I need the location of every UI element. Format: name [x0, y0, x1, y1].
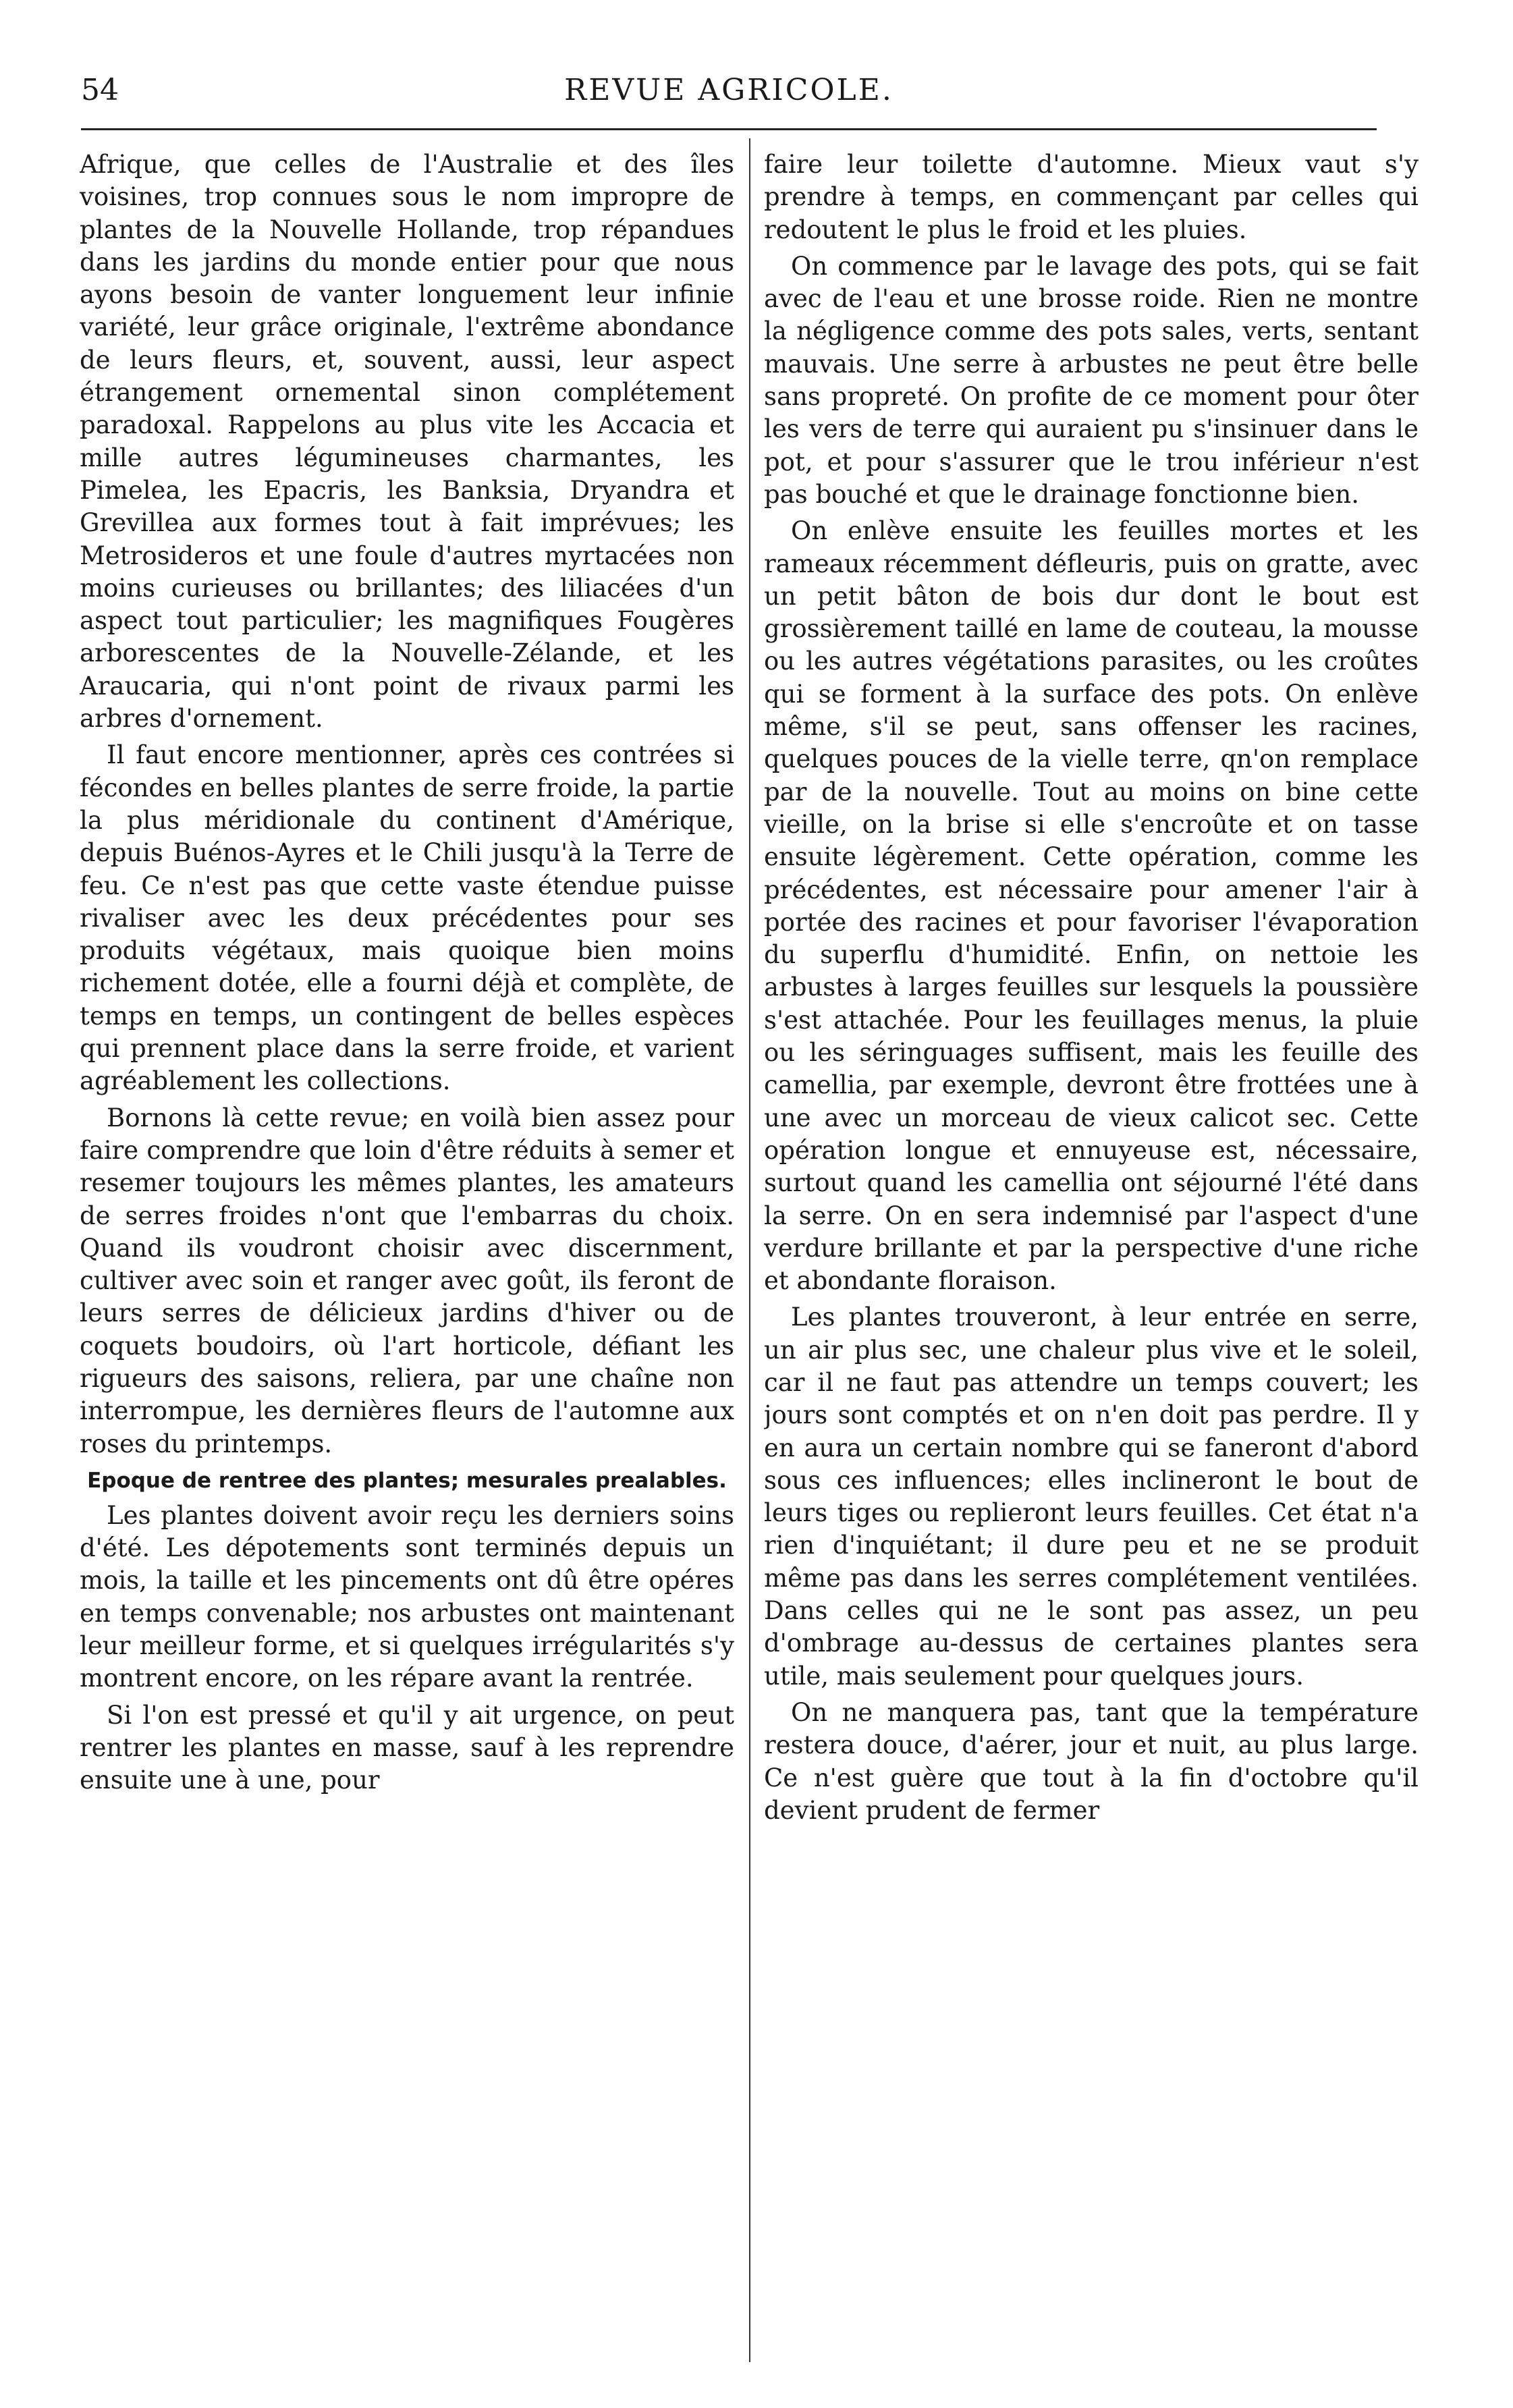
header-rule	[81, 128, 1377, 130]
right-column	[764, 148, 1419, 2369]
paragraph: Les plantes trouveront, à leur entrée en serre, un air plus sec, une chaleur plus vive et le soleil, car il ne faut pas attendre un temps couvert; les jours sont comptés et on n'en doit pas perdre. Il y en aura un certain nombre qui se faneront d'abord sous ces influences; elles inclineront le bout de leurs tiges ou replieront leurs feuilles. Cet état n'a rien d'inquiétant; il dure peu et ne se produit même pas dans les serres complétement ventilées. Dans celles qui ne le sont pas assez, un peu d'ombrage au-dessus de certaines plantes sera utile, mais seulement pour quelques jours.	[764, 1303, 1419, 1691]
paragraph: Bornons là cette revue; en voilà bien assez pour faire comprendre que loin d'être réduits à semer et resemer toujours les mêmes plantes, les amateurs de serres froides n'ont que l'embarras du choix. Quand ils voudront choisir avec discernment, cultiver avec soin et ranger avec goût, ils feront de leurs serres de délicieux jardins d'hiver ou de coquets boudoirs, où l'art horticole, défiant les rigueurs des saisons, reliera, par une chaîne non interrompue, les dernières fleurs de l'automne aux roses du printemps.	[80, 1103, 734, 1458]
paragraph: On ne manquera pas, tant que la température restera douce, d'aérer, jour et nuit, au plus large. Ce n'est guère que tout à la fin d'octobre qu'il devient prudent de fermer	[764, 1697, 1419, 1825]
paragraph: faire leur toilette d'automne. Mieux vaut s'y prendre à temps, en commençant par celles qui redoutent le plus le froid et les pluies.	[764, 150, 1419, 244]
left-column	[80, 148, 734, 2369]
page-number: 54	[81, 73, 119, 107]
paragraph: On enlève ensuite les feuilles mortes et les rameaux récemment défleuris, puis on gratte, avec un petit bâton de bois dur dont le bout est grossièrement taillé en lame de couteau, la mousse ou les autres végétations parasites, ou les croûtes qui se forment à la surface des pots. On enlève même, s'il se peut, sans offenser les racines, quelques pouces de la vielle terre, qn'on remplace par de la nouvelle. Tout au moins on bine cette vieille, on la brise si elle s'encroûte et on tasse ensuite légèrement. Cette opération, comme les précédentes, est nécessaire pour amener l'air à portée des racines et pour favoriser l'évaporation du superflu d'humidité. Enfin, on nettoie les arbustes à larges feuilles sur lesquels la poussière s'est attachée. Pour les feuillages menus, la pluie ou les séringuages suffisent, mais les feuille des camellia, par exemple, devront être frottées une à une avec un morceau de vieux calicot sec. Cette opération longue et ennuyeuse est, nécessaire, surtout quand les camellia ont séjourné l'été dans la serre. On en sera indemnisé par l'aspect d'une verdure brillante et par la perspective d'une riche et abondante floraison.	[764, 516, 1419, 1296]
paragraph: Si l'on est pressé et qu'il y ait urgence, on peut rentrer les plantes en masse, sauf à les reprendre ensuite une à une, pour	[80, 1700, 734, 1795]
section-title: Epoque de rentree des plantes; mesurales prealables.	[87, 1468, 727, 1493]
paragraph: On commence par le lavage des pots, qui se fait avec de l'eau et une brosse roide. Rien ne montre la négligence comme des pots sales, verts, sentant mauvais. Une serre à arbustes ne peut être belle sans propreté. On profite de ce moment pour ôter les vers de terre qui auraient pu s'insinuer dans le pot, et pour s'assurer que le trou inférieur n'est pas bouché et que le drainage fonctionne bien.	[764, 251, 1419, 509]
page-header	[81, 70, 1377, 117]
paragraph: Afrique, que celles de l'Australie et des îles voisines, trop connues sous le nom impropre de plantes de la Nouvelle Hollande, trop répandues dans les jardins du monde entier pour que nous ayons besoin de vanter longuement leur infinie variété, leur grâce originale, l'extrême abondance de leurs fleurs, et, souvent, aussi, leur aspect étrangement ornemental sinon complétement paradoxal. Rappelons au plus vite les Accacia et mille autres légumineuses charmantes, les Pimelea, les Epacris, les Banksia, Dryandra et Grevillea aux formes tout à fait imprévues; les Metrosideros et une foule d'autres myrtacées non moins curieuses ou brillantes; des liliacées d'un aspect tout particulier; les magnifiques Fougères arborescentes de la Nouvelle-Zélande, et les Araucaria, qui n'ont point de rivaux parmi les arbres d'ornement.	[80, 150, 734, 734]
paragraph: Les plantes doivent avoir reçu les derniers soins d'été. Les dépotements sont terminés depuis un mois, la taille et les pincements ont dû être opéres en temps convenable; nos arbustes ont maintenant leur meilleur forme, et si quelques irrégularités s'y montrent encore, on les répare avant la rentrée.	[80, 1500, 734, 1693]
running-title: REVUE AGRICOLE.	[564, 73, 893, 107]
column-divider	[749, 138, 750, 2362]
paragraph: Il faut encore mentionner, après ces contrées si fécondes en belles plantes de serre froide, la partie la plus méridionale du continent d'Amérique, depuis Buénos-Ayres et le Chili jusqu'à la Terre de feu. Ce n'est pas que cette vaste étendue puisse rivaliser avec les deux précédentes pour ses produits végétaux, mais quoique bien moins richement dotée, elle a fourni déjà et complète, de temps en temps, un contingent de belles espèces qui prennent place dans la serre froide, et varient agréablement les collections.	[80, 740, 734, 1096]
